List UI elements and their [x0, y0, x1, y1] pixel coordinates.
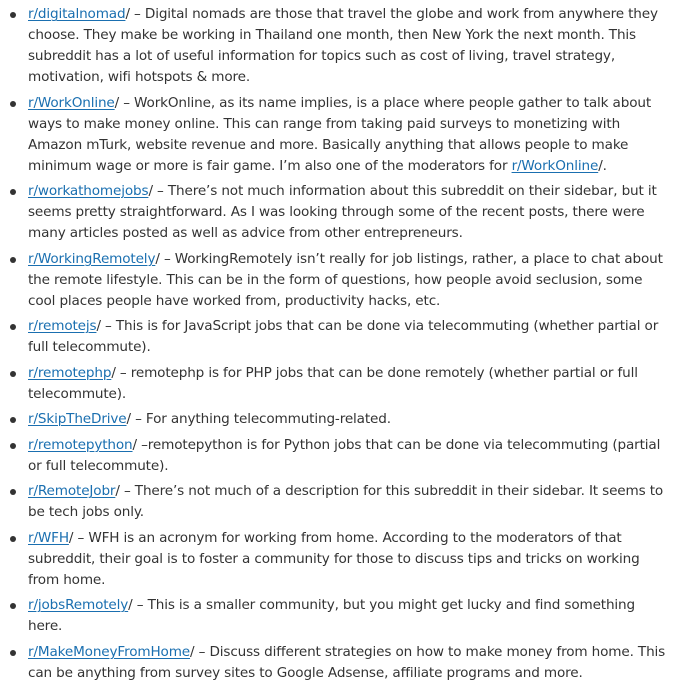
list-item — [28, 595, 673, 637]
item-description: / – remotephp is for PHP jobs that can be done remotely (whether partial or full telecommute). — [28, 364, 638, 402]
subreddit-link-remotejs[interactable]: r/remotejs — [28, 318, 97, 334]
item-description: / – Discuss different strategies on how to make money from home. This can be anything from survey sites to Google Adsense, affiliate programs and more. — [28, 643, 666, 681]
item-description: / –remotepython is for Python jobs that can be done via telecommuting (partial or full telecommute). — [28, 436, 661, 474]
list-item — [28, 435, 673, 477]
subreddit-link-workonline[interactable]: r/WorkOnline — [28, 94, 115, 111]
subreddit-link-remotephp[interactable]: r/remotephp — [28, 364, 112, 381]
bullet-icon — [10, 257, 16, 263]
list-item — [28, 93, 673, 177]
subreddit-list — [0, 4, 673, 684]
item-description: / – For anything telecommuting-related. — [126, 411, 391, 427]
bullet-icon — [10, 12, 16, 18]
subreddit-link-remotejobr[interactable]: r/RemoteJobr — [28, 483, 116, 499]
bullet-icon — [10, 443, 16, 449]
list-item — [28, 409, 673, 430]
bullet-icon — [10, 417, 16, 423]
item-description: / – There’s not much of a description for this subreddit in their sidebar. It seems to be tech jobs only. — [28, 483, 664, 520]
list-item — [28, 363, 673, 405]
bullet-icon — [10, 101, 16, 107]
item-description: / – This is for JavaScript jobs that can be done via telecommuting (whether partial or full telecommute). — [28, 318, 659, 355]
subreddit-link-makemoneyfromhome[interactable]: r/MakeMoneyFromHome — [28, 643, 191, 660]
list-item — [28, 316, 673, 358]
list-item — [28, 249, 673, 312]
bullet-icon — [10, 603, 16, 609]
bullet-icon — [10, 324, 16, 330]
subreddit-link-digitalnomad[interactable]: r/digitalnomad — [28, 6, 126, 22]
item-description: / – Digital nomads are those that travel the globe and work from anywhere they choose. They make be working in Thailand one month, then New York the next month. This subreddit has a lot of useful information for topics such as cost of living, travel strategy, motivation, wifi hotspots & more. — [28, 6, 658, 85]
item-description-end: /. — [598, 157, 607, 174]
bullet-icon — [10, 371, 16, 377]
item-description: / – This is a smaller community, but you might get lucky and find something here. — [28, 597, 636, 634]
subreddit-link-remotepython[interactable]: r/remotepython — [28, 436, 133, 453]
subreddit-link-workonline-inline[interactable]: r/WorkOnline — [511, 157, 599, 174]
list-item — [28, 481, 673, 523]
item-description: / – WFH is an acronym for working from home. According to the moderators of that subreddit, their goal is to foster a community for those to discuss tips and tricks on working from home. — [28, 529, 640, 588]
list-item — [28, 4, 673, 88]
subreddit-link-workathomejobs[interactable]: r/workathomejobs — [28, 183, 149, 199]
item-description: / – WorkingRemotely isn’t really for job listings, rather, a place to chat about the remote lifestyle. This can be in the form of questions, how people avoid seclusion, some cool places people have worked from, productivity hacks, etc. — [28, 250, 663, 309]
item-description: / – There’s not much information about this subreddit on their sidebar, but it seems pretty straightforward. As I was looking through some of the recent posts, there were many articles posted as well as advice from other entrepreneurs. — [28, 183, 657, 241]
list-item — [28, 642, 673, 684]
bullet-icon — [10, 650, 16, 656]
bullet-icon — [10, 536, 16, 542]
subreddit-link-skipthedrive[interactable]: r/SkipTheDrive — [28, 411, 127, 427]
bullet-icon — [10, 189, 16, 195]
subreddit-link-workingremotely[interactable]: r/WorkingRemotely — [28, 250, 156, 267]
subreddit-link-jobsremotely[interactable]: r/jobsRemotely — [28, 597, 129, 613]
list-item — [28, 181, 673, 244]
bullet-icon — [10, 489, 16, 495]
subreddit-link-wfh[interactable]: r/WFH — [28, 529, 69, 546]
list-item — [28, 528, 673, 591]
item-description: / – WorkOnline, as its name implies, is a place where people gather to talk about ways to make money online. This can range from taking paid surveys to monetizing with Amazon mTurk, website revenue and more. Basically anything that allows people to make minimum wage or more is fair game. I’m also one of the moderators for — [28, 94, 652, 174]
